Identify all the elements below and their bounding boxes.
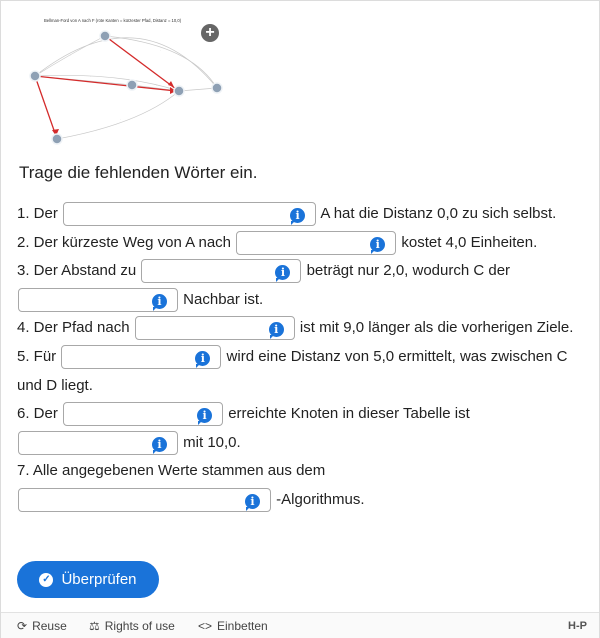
h5p-logo: H-P (568, 620, 587, 632)
path-edge-a-e (35, 76, 176, 91)
blank-input-7[interactable] (63, 402, 223, 426)
sentence-4: 4. Der Pfad nach i ist mit 9,0 länger als die vorherigen Ziele. (17, 314, 583, 343)
info-icon[interactable]: i (275, 265, 290, 280)
info-icon[interactable]: i (269, 322, 284, 337)
info-icon[interactable]: i (245, 494, 260, 509)
node-d (52, 134, 62, 144)
blank-input-9[interactable] (18, 488, 271, 512)
svg-text:·: · (90, 74, 91, 78)
reuse-link[interactable]: ⟳ Reuse (17, 619, 67, 633)
sentence-1: 1. Der i A hat die Distanz 0,0 zu sich selbst. (17, 200, 583, 229)
footer-bar (1, 612, 599, 638)
blank-input-8[interactable] (18, 431, 178, 455)
path-edge-a-d (35, 76, 56, 136)
rights-icon: ⚖ (89, 619, 100, 633)
sentence-7: 7. Alle angegebenen Werte stammen aus dem i -Algorithmus. (17, 457, 583, 514)
blank-input-5[interactable] (135, 316, 295, 340)
sentence-2: 2. Der kürzeste Weg von A nach i kostet 4,0 Einheiten. (17, 229, 583, 258)
sentence-5: 5. Für i wird eine Distanz von 5,0 ermittelt, was zwischen C und D liegt. (17, 343, 583, 400)
rights-of-use-link[interactable]: ⚖ Rights of use (89, 619, 175, 633)
blank-input-4[interactable] (18, 288, 178, 312)
embed-link[interactable]: <> Einbetten (198, 619, 268, 633)
edge-d-e (57, 91, 179, 139)
shortest-path (35, 36, 176, 136)
node-c (127, 80, 137, 90)
check-button-label: Überprüfen (61, 571, 137, 588)
blank-input-3[interactable] (141, 259, 301, 283)
info-icon[interactable]: i (152, 437, 167, 452)
embed-icon: <> (198, 619, 213, 633)
graph-svg (20, 14, 230, 150)
svg-text:·: · (120, 117, 121, 121)
check-icon: ✓ (39, 573, 53, 587)
node-b (100, 31, 110, 41)
svg-text:·: · (70, 53, 71, 57)
blank-input-1[interactable] (63, 202, 316, 226)
path-edge-b-e (105, 36, 176, 89)
info-icon[interactable]: i (290, 208, 305, 223)
info-icon[interactable]: i (370, 237, 385, 252)
edge-b-f (105, 36, 217, 88)
info-icon[interactable]: i (195, 351, 210, 366)
edge-a-f (35, 38, 217, 88)
graph-nodes (30, 31, 222, 144)
sentence-6: 6. Der i erreichte Knoten in dieser Tabelle ist i mit 10,0. (17, 400, 583, 457)
svg-text:·: · (42, 99, 43, 103)
svg-text:·: · (156, 83, 157, 87)
svg-text:·: · (160, 48, 161, 52)
node-e (174, 86, 184, 96)
reuse-icon: ⟳ (17, 619, 28, 633)
blank-input-2[interactable] (236, 231, 396, 255)
fill-in-blanks-task (17, 200, 583, 515)
task-instructions: Trage die fehlenden Wörter ein. (19, 163, 258, 182)
blank-input-6[interactable] (61, 345, 221, 369)
check-button[interactable] (17, 561, 159, 598)
info-icon[interactable]: i (197, 408, 212, 423)
sentence-3: 3. Der Abstand zu i beträgt nur 2,0, wodurch C der i Nachbar ist. (17, 257, 583, 314)
graph-caption: Bellman-Ford von A nach F (rote Kanten = kürzester Pfad, Distanz = 10,0) (44, 18, 182, 23)
node-a (30, 71, 40, 81)
graph-image[interactable] (20, 14, 230, 150)
info-icon[interactable]: i (152, 294, 167, 309)
node-f (212, 83, 222, 93)
zoom-plus-icon[interactable]: + (201, 24, 219, 42)
